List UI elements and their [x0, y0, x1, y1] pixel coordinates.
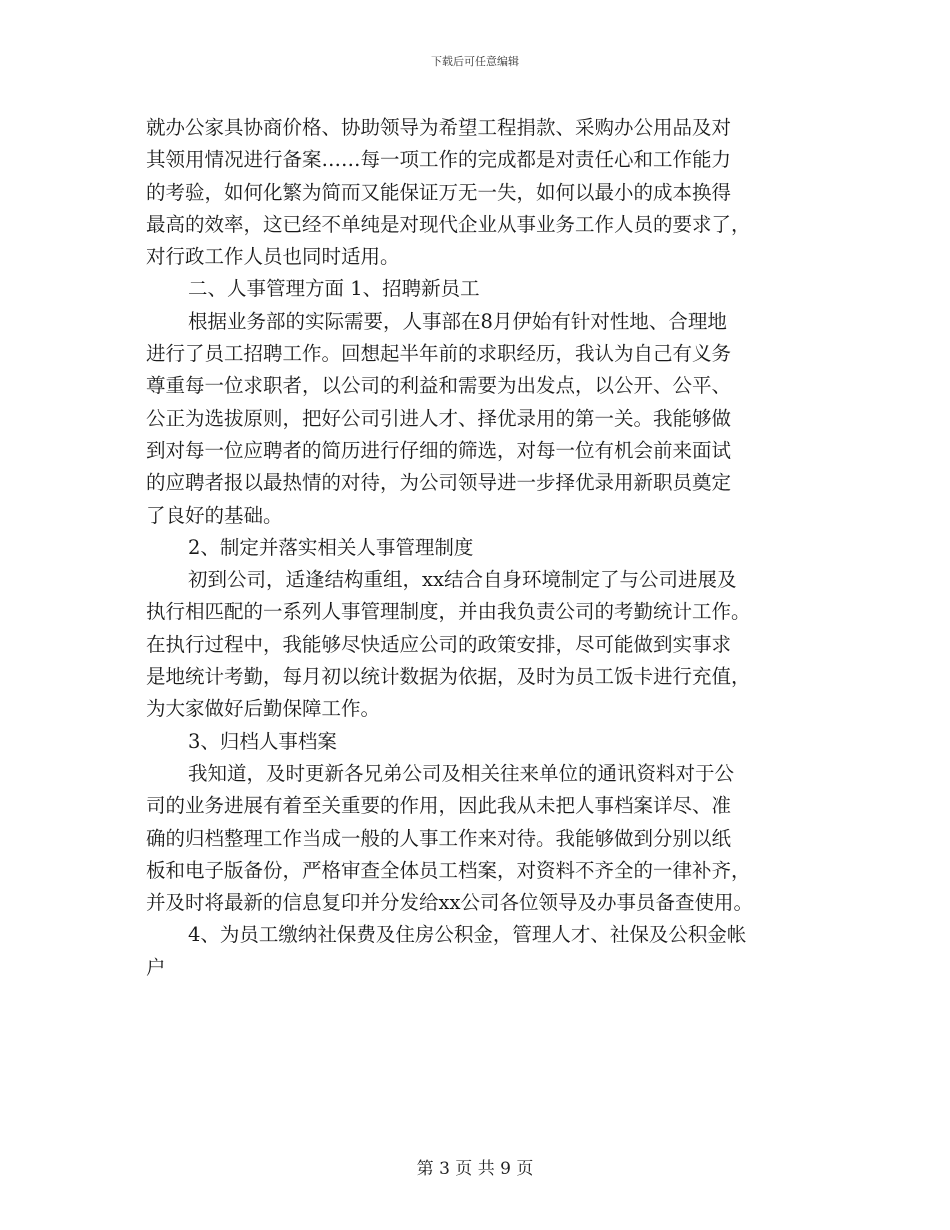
text-line: 就办公家具协商价格、协助领导为希望工程捐款、采购办公用品及对: [146, 116, 732, 139]
text-line: 初到公司，适逢结构重组，xx结合自身环境制定了与公司进展及: [188, 568, 737, 592]
text-line: 确的归档整理工作当成一般的人事工作来对待。我能够做到分别以纸: [146, 826, 732, 850]
text-line: 2、制定并落实相关人事管理制度: [188, 535, 474, 559]
text-line: 公正为选拔原则，把好公司引进人才、择优录用的第一关。我能够做: [146, 406, 732, 430]
text-line: 户: [146, 955, 166, 979]
text-line: 到对每一位应聘者的简历进行仔细的筛选，对每一位有机会前来面试: [146, 438, 732, 462]
text-line: 是地统计考勤，每月初以统计数据为依据，及时为员工饭卡进行充值，: [146, 665, 751, 689]
text-line: 的考验，如何化繁为简而又能保证万无一失，如何以最小的成本换得: [146, 180, 732, 204]
page-footer: 第 3 页 共 9 页: [416, 1159, 534, 1179]
text-line: 尊重每一位求职者，以公司的利益和需要为出发点，以公开、公平、: [146, 374, 732, 398]
text-line: 板和电子版备份，严格审查全体员工档案，对资料不齐全的一律补齐，: [146, 858, 751, 882]
text-line: 最高的效率，这已经不单纯是对现代企业从事业务工作人员的要求了，: [146, 212, 751, 236]
text-line: 司的业务进展有着至关重要的作用，因此我从未把人事档案详尽、准: [146, 794, 732, 818]
text-line: 其领用情况进行备案……每一项工作的完成都是对责任心和工作能力: [146, 148, 732, 172]
page-header: 下载后可任意编辑: [431, 55, 519, 68]
text-line: 进行了员工招聘工作。回想起半年前的求职经历，我认为自己有义务: [146, 342, 732, 366]
text-line: 根据业务部的实际需要，人事部在8月伊始有针对性地、合理地: [188, 309, 727, 333]
text-line: 二、人事管理方面 1、招聘新员工: [188, 277, 480, 301]
text-line: 为大家做好后勤保障工作。: [146, 697, 381, 721]
document-body: [146, 112, 806, 984]
text-line: 在执行过程中，我能够尽快适应公司的政策安排，尽可能做到实事求: [146, 632, 732, 656]
text-line: 我知道，及时更新各兄弟公司及相关往来单位的通讯资料对于公: [188, 761, 735, 785]
text-line: 4、为员工缴纳社保费及住房公积金，管理人才、社保及公积金帐: [188, 923, 747, 947]
text-line: 执行相匹配的一系列人事管理制度，并由我负责公司的考勤统计工作。: [146, 600, 751, 624]
text-line: 对行政工作人员也同时适用。: [146, 245, 400, 269]
text-line: 的应聘者报以最热情的对待，为公司领导进一步择优录用新职员奠定: [146, 471, 732, 495]
text-line: 3、归档人事档案: [188, 729, 337, 753]
text-line: 了良好的基础。: [146, 503, 283, 527]
text-line: 并及时将最新的信息复印并分发给xx公司各位领导及办事员备查使用。: [146, 891, 753, 915]
